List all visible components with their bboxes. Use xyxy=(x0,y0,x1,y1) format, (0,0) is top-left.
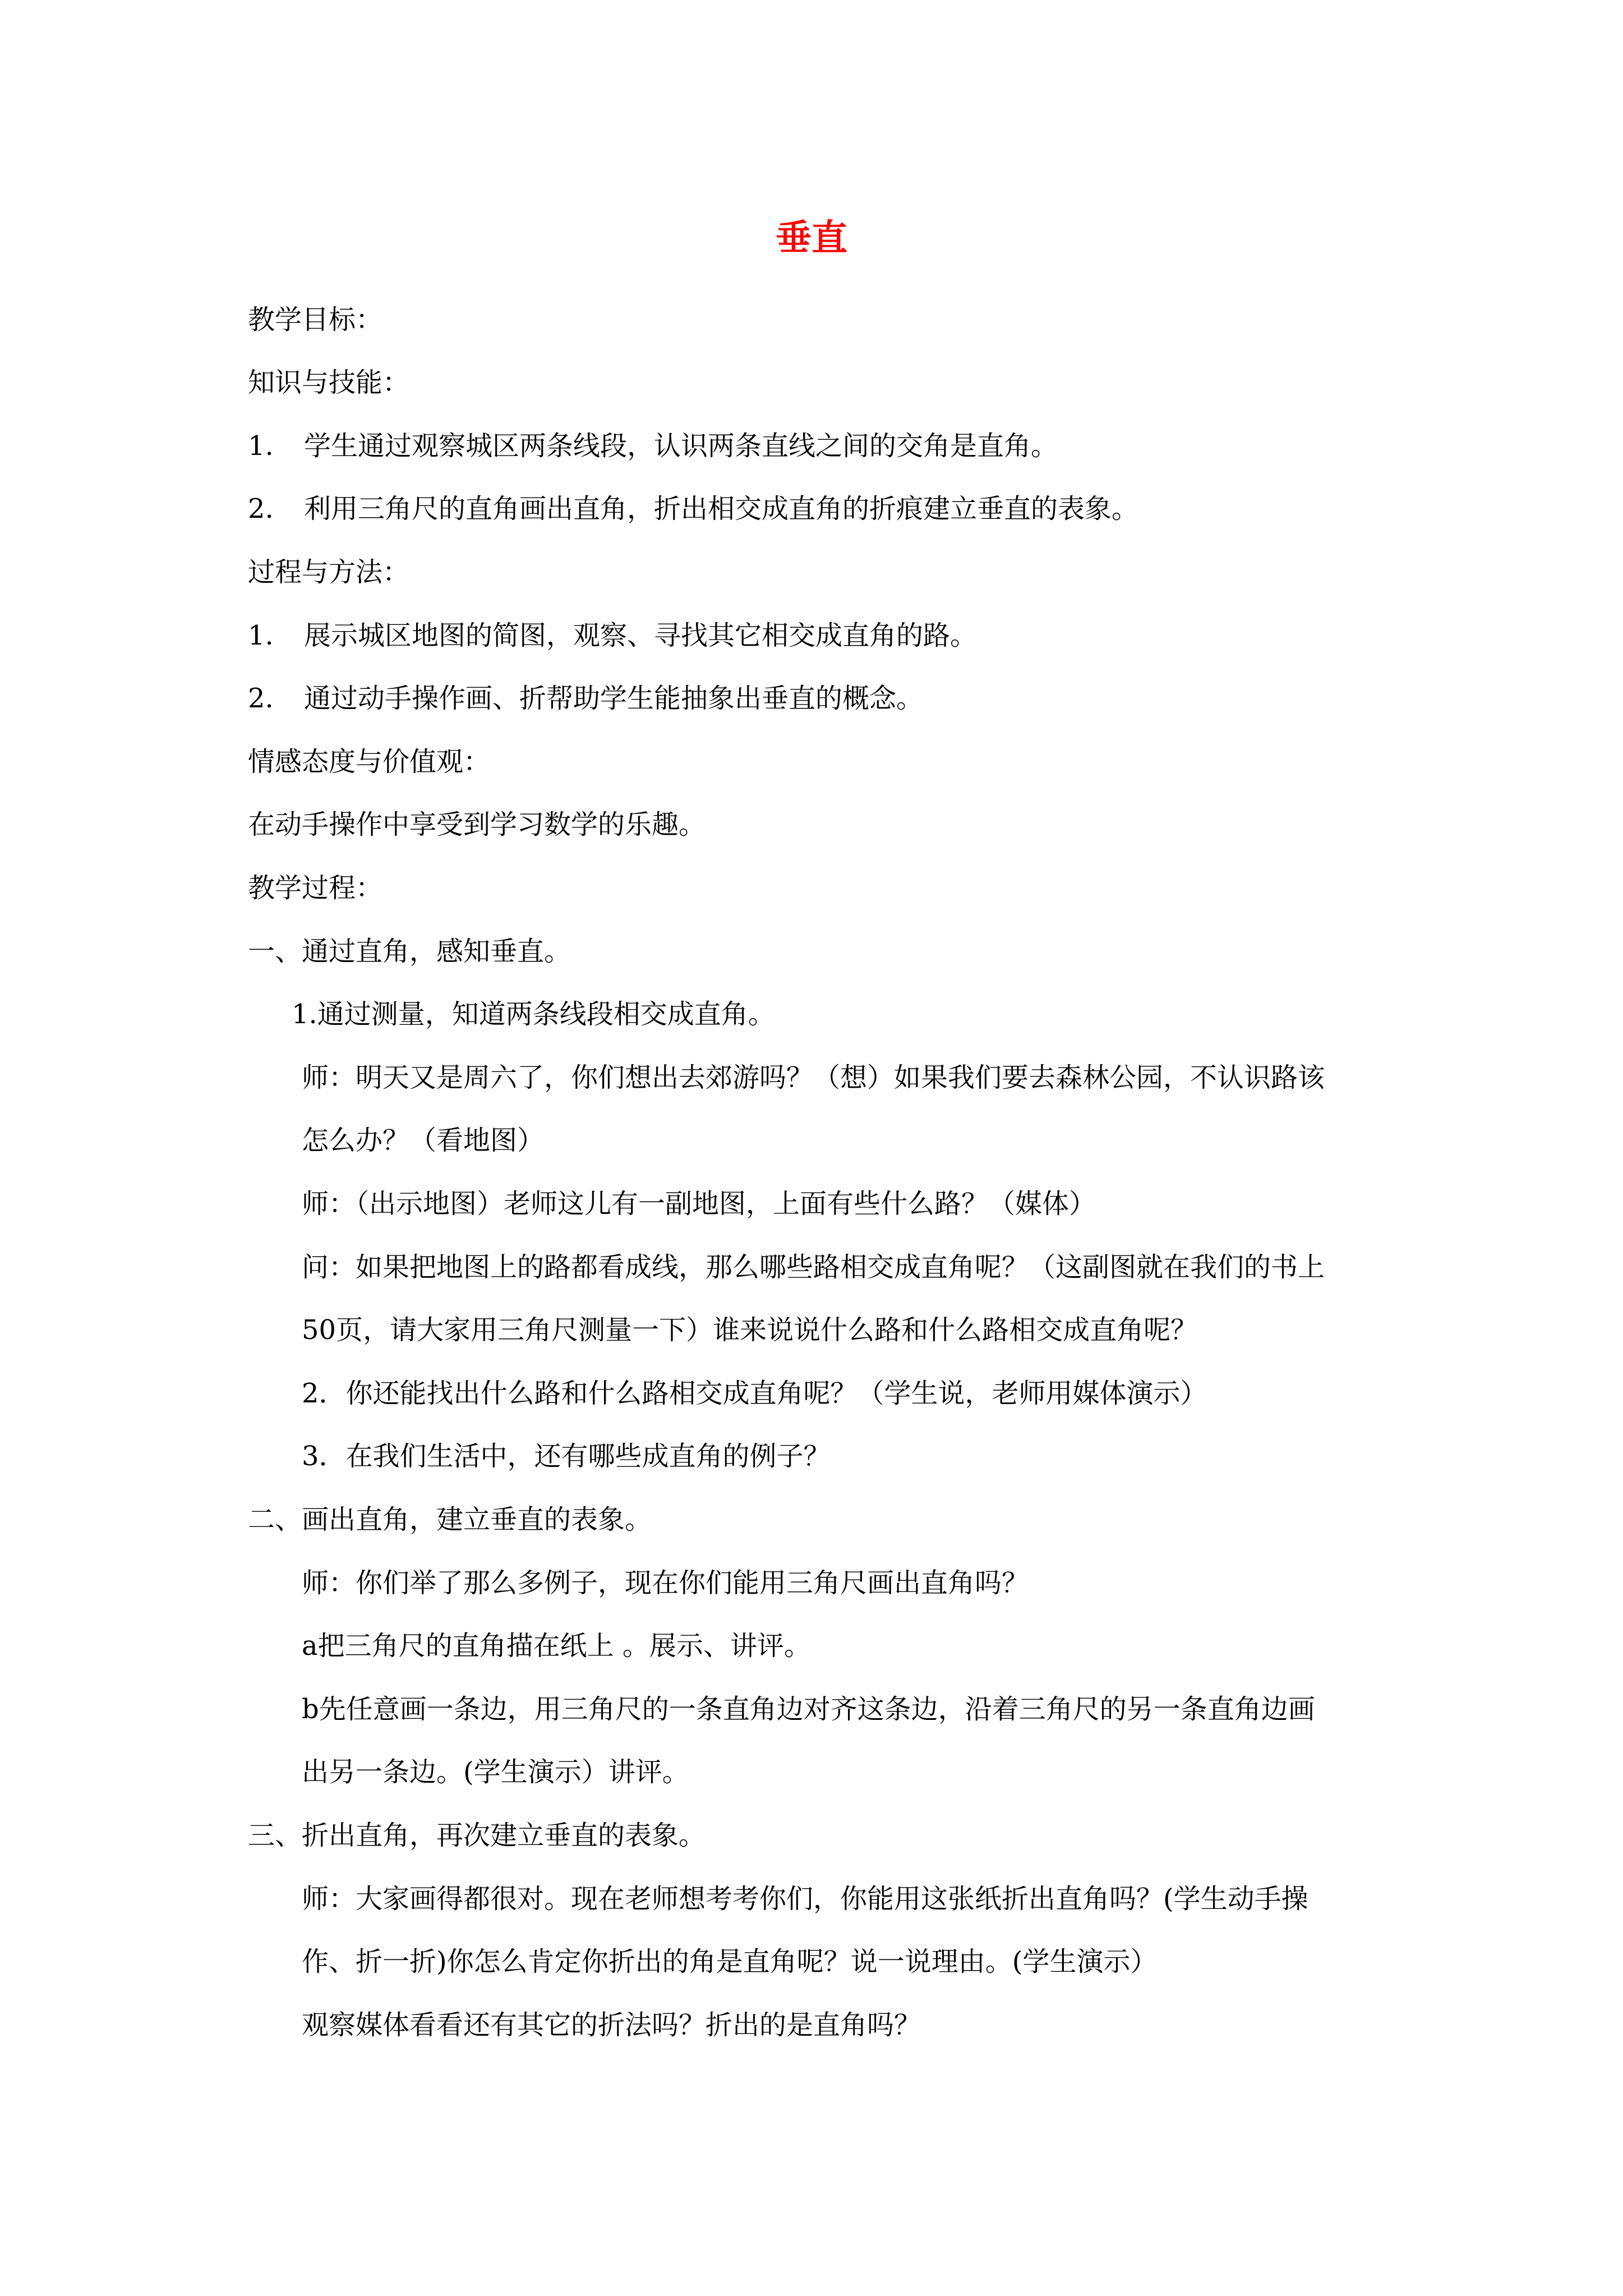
subsection-heading: 知识与技能： xyxy=(248,367,410,398)
dialogue-line: 问：如果把地图上的路都看成线，那么哪些路相交成直角呢？（这副图就在我们的书上 xyxy=(302,1251,1325,1283)
paragraph: 在动手操作中享受到学习数学的乐趣。 xyxy=(248,809,706,840)
dialogue-line: 怎么办？（看地图） xyxy=(302,1125,545,1156)
dialogue-line: a把三角尺的直角描在纸上 。展示、讲评。 xyxy=(302,1630,811,1662)
section-heading: 教学目标： xyxy=(248,304,383,335)
section-heading: 教学过程： xyxy=(248,872,383,904)
sub-step: 1.通过测量，知道两条线段相交成直角。 xyxy=(292,999,775,1030)
step-heading: 二、画出直角，建立垂直的表象。 xyxy=(248,1504,652,1535)
sub-step: 2．你还能找出什么路和什么路相交成直角呢？（学生说，老师用媒体演示） xyxy=(302,1378,1207,1409)
list-item: 1. 学生通过观察城区两条线段，认识两条直线之间的交角是直角。 xyxy=(248,430,1058,462)
step-heading: 一、通过直角，感知垂直。 xyxy=(248,936,571,967)
dialogue-line: 师：（出示地图）老师这儿有一副地图，上面有些什么路？（媒体） xyxy=(302,1188,1096,1220)
dialogue-line: 出另一条边。(学生演示）讲评。 xyxy=(302,1756,689,1788)
subsection-heading: 过程与方法： xyxy=(248,556,410,588)
dialogue-line: 师：大家画得都很对。现在老师想考考你们，你能用这张纸折出直角吗？(学生动手操 xyxy=(302,1883,1308,1915)
document-title: 垂直 xyxy=(776,217,847,259)
sub-step: 3．在我们生活中，还有哪些成直角的例子？ xyxy=(302,1441,831,1472)
dialogue-line: 师：明天又是周六了，你们想出去郊游吗？（想）如果我们要去森林公园，不认识路该 xyxy=(302,1062,1325,1093)
dialogue-line: 师：你们举了那么多例子，现在你们能用三角尺画出直角吗？ xyxy=(302,1567,1029,1599)
dialogue-line: b先任意画一条边，用三角尺的一条直角边对齐这条边，沿着三角尺的另一条直角边画 xyxy=(302,1694,1315,1725)
dialogue-line: 50页，请大家用三角尺测量一下）谁来说说什么路和什么路相交成直角呢？ xyxy=(302,1314,1198,1346)
list-item: 2. 利用三角尺的直角画出直角，折出相交成直角的折痕建立垂直的表象。 xyxy=(248,493,1139,524)
subsection-heading: 情感态度与价值观： xyxy=(248,746,491,777)
list-item: 1. 展示城区地图的简图，观察、寻找其它相交成直角的路。 xyxy=(248,620,978,651)
list-item: 2. 通过动手操作画、折帮助学生能抽象出垂直的概念。 xyxy=(248,683,924,714)
dialogue-line: 作、折一折)你怎么肯定你折出的角是直角呢？说一说理由。(学生演示） xyxy=(302,1946,1158,1977)
dialogue-line: 观察媒体看看还有其它的折法吗？折出的是直角吗？ xyxy=(302,2009,921,2041)
step-heading: 三、折出直角，再次建立垂直的表象。 xyxy=(248,1820,706,1851)
